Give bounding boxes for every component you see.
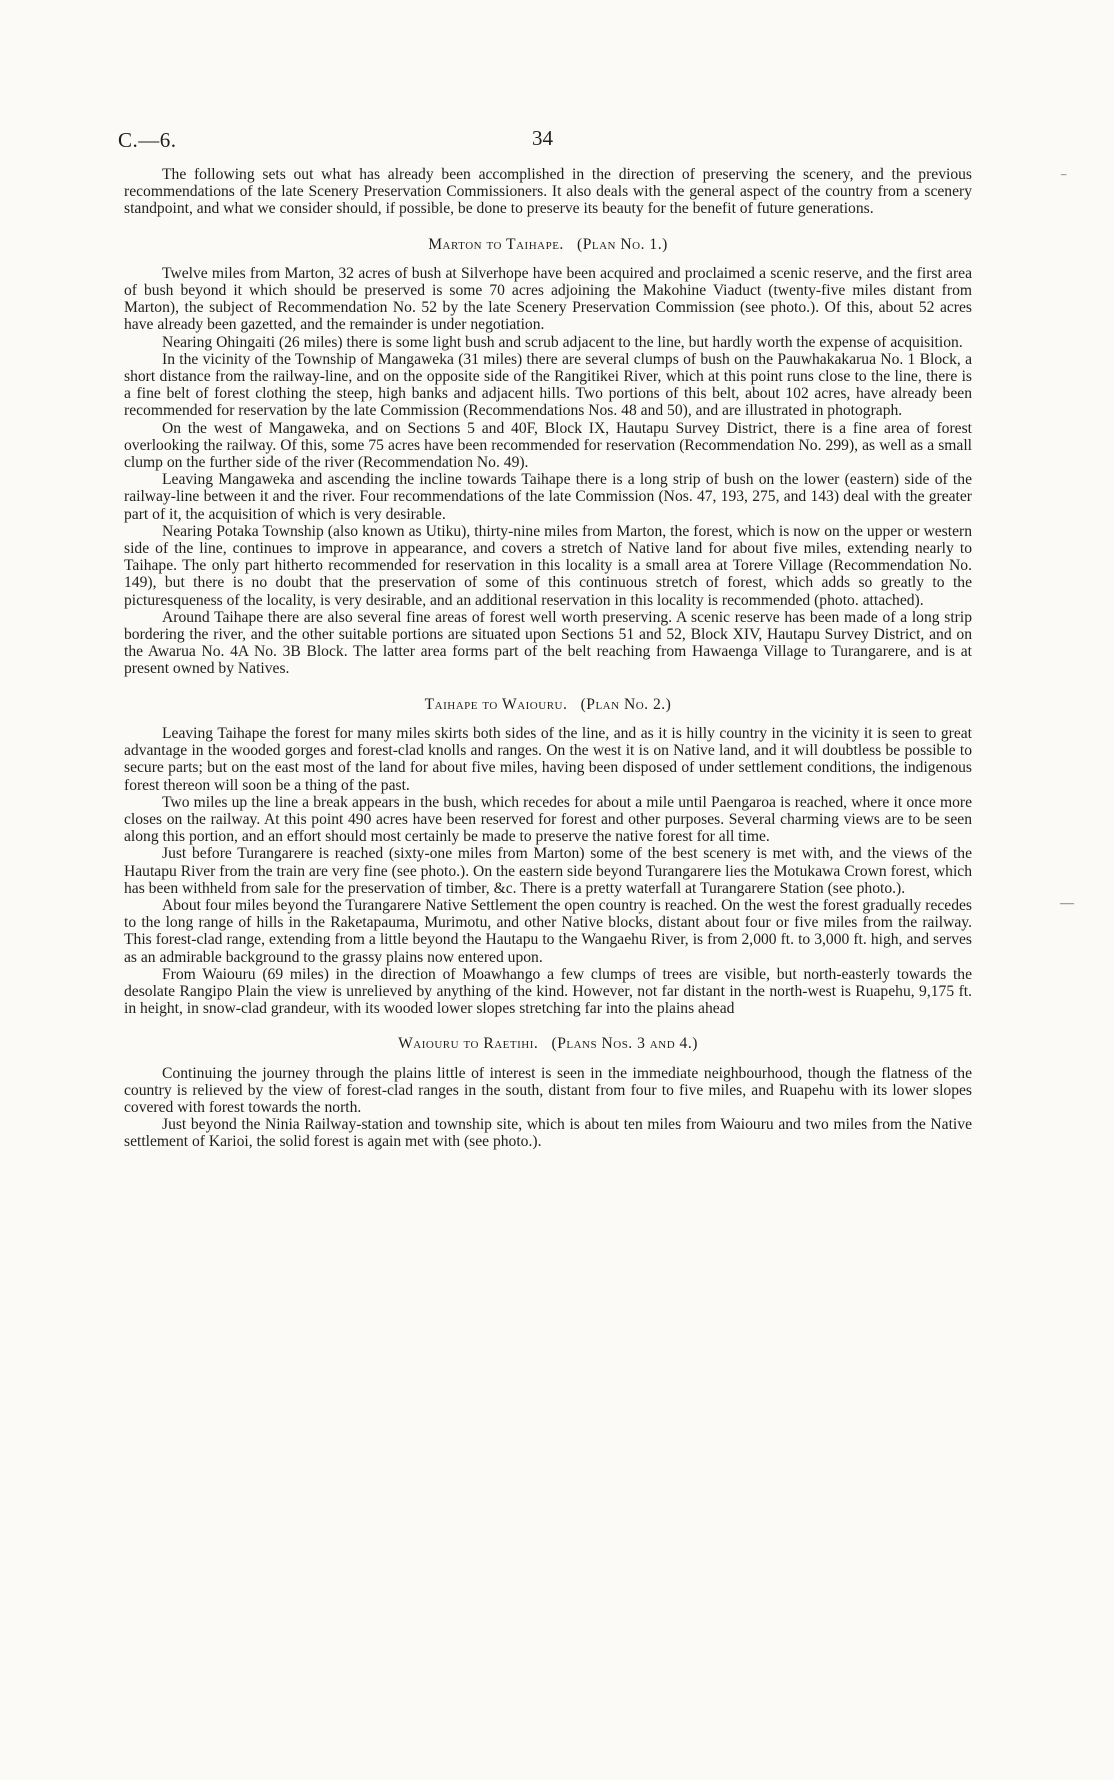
paragraph: Nearing Potaka Township (also known as Utiku), thirty-nine miles from Marton, the forest, which is now on the upper or western side of the line, continues to improve in appearance, and covers a stretch of Native land for about five miles, extending nearly to Taihape. The only part hitherto recommended for reservation in this locality is a small area at Torere Village (Recommendation No. 149), but there is no doubt that the preservation of some of this continuous stretch of forest, which adds so greatly to the picturesqueness of the locality, is very desirable, and an additional reservation in this locality is recommended (photo. attached). [124, 522, 972, 609]
paragraph: On the west of Mangaweka, and on Sections 5 and 40F, Block IX, Hautapu Survey District, there is a fine area of forest overlooking the railway. Of this, some 75 acres have been recommended for reservation (Recommendation No. 299), as well as a small clump on the further side of the river (Recommendation No. 49). [124, 419, 972, 472]
paragraph: From Waiouru (69 miles) in the direction of Moawhango a few clumps of trees are visible, but north-easterly towards the desolate Rangipo Plain the view is unrelieved by anything of the kind. However, not far distant in the north-west is Ruapehu, 9,175 ft. in height, in snow-clad grandeur, with its wooded lower slopes stretching far into the plains ahead [124, 965, 972, 1018]
margin-mark: ⁻ [1060, 171, 1068, 186]
section-plan: (Plan No. 1.) [577, 235, 668, 253]
section-route: Taihape to Waiouru. [424, 695, 568, 713]
section-plan: (Plan No. 2.) [580, 695, 672, 713]
paragraph: In the vicinity of the Township of Mangaweka (31 miles) there are several clumps of bush on the Pauwhakakarua No. 1 Block, a short distance from the railway-line, and on the opposite side of the Rangitikei River, which at this point runs close to the line, there is a fine belt of forest clothing the steep, high banks and adjacent hills. Two portions of this belt, about 102 acres, have already been recommended for reservation by the late Commission (Recommendations Nos. 48 and 50), and are illustrated in photograph. [124, 350, 972, 420]
document-body [124, 166, 972, 1151]
paragraph: Two miles up the line a break appears in the bush, which recedes for about a mile until Paengaroa is reached, where it once more closes on the railway. At this point 490 acres have been reserved for forest and other purposes. Several charming views are to be seen along this portion, and an effort should most certainly be made to preserve the native forest for all time. [124, 793, 972, 846]
paragraph: Just before Turangarere is reached (sixty-one miles from Marton) some of the best scenery is met with, and the views of the Hautapu River from the train are very fine (see photo.). On the eastern side beyond Turangarere lies the Motukawa Crown forest, which has been withheld from sale for the preservation of timber, &c. There is a pretty waterfall at Turangarere Station (see photo.). [124, 845, 972, 897]
paragraph: Around Taihape there are also several fine areas of forest well worth preserving. A scenic reserve has been made of a long strip bordering the river, and the other suitable portions are situated upon Sections 51 and 52, Block XIV, Hautapu Survey District, and on the Awarua No. 4A No. 3B Block. The latter area forms part of the belt reaching from Hawaenga Village to Turangarere, and is at present owned by Natives. [124, 608, 972, 678]
margin-mark: — [1060, 896, 1074, 911]
paragraph: Leaving Taihape the forest for many miles skirts both sides of the line, and as it is hilly country in the vicinity it is seen to great advantage in the wooded gorges and forest-clad knolls and ranges. On the west it is on Native land, and it will doubtless be possible to secure parts; but on the east most of the land for about five miles, having been disposed of under settlement conditions, the indigenous forest thereon will soon be a thing of the past. [124, 724, 972, 794]
section-plan: (Plans Nos. 3 and 4.) [551, 1035, 698, 1053]
paragraph: About four miles beyond the Turangarere Native Settlement the open country is reached. On the west the forest gradually recedes to the long range of hills in the Raketapauma, Murimotu, and other Native blocks, distant about four or five miles from the railway. This forest-clad range, extending from a little beyond the Hautapu to the Wangaehu River, is from 2,000 ft. to 3,000 ft. high, and serves as an admirable background to the grassy plains now entered upon. [124, 896, 972, 966]
paragraph: Just beyond the Ninia Railway-station and township site, which is about ten miles from Waiouru and two miles from the Native settlement of Karioi, the solid forest is again met with (see photo.). [124, 1116, 972, 1151]
paragraph: Nearing Ohingaiti (26 miles) there is some light bush and scrub adjacent to the line, but hardly worth the expense of acquisition. [162, 333, 963, 351]
paragraph: Continuing the journey through the plains little of interest is seen in the immediate neighbourhood, though the flatness of the country is relieved by the view of forest-clad ranges in the south, distant from four to five miles, and Ruapehu with its lower slopes covered with forest towards the north. [124, 1064, 972, 1116]
section-heading [124, 236, 972, 253]
section-route: Waiouru to Raetihi. [398, 1035, 539, 1053]
intro-paragraph: The following sets out what has already been accomplished in the direction of preserving the scenery, and the previous recommendations of the late Scenery Preservation Commissioners. It also deals with the general aspect of the country from a scenery standpoint, and what we consider should, if possible, be done to preserve its beauty for the benefit of future generations. [124, 166, 972, 218]
page-number: 34 [532, 126, 553, 150]
paragraph: Leaving Mangaweka and ascending the incline towards Taihape there is a long strip of bush on the lower (eastern) side of the railway-line between it and the river. Four recommendations of the late Commission (Nos. 47, 193, 275, and 143) deal with the greater part of it, the acquisition of which is very desirable. [124, 471, 972, 523]
section-route: Marton to Taihape. [428, 235, 564, 253]
section-heading [124, 1035, 972, 1052]
document-reference: C.—6. [118, 128, 177, 152]
paragraph: Twelve miles from Marton, 32 acres of bush at Silverhope have been acquired and proclaimed a scenic reserve, and the first area of bush beyond it which should be preserved is some 70 acres adjoining the Makohine Viaduct (twenty-five miles distant from Marton), the subject of Recommendation No. 52 by the late Scenery Preservation Commission (see photo.). Of this, about 52 acres have already been gazetted, and the remainder is under negotiation. [124, 264, 972, 334]
section-heading [124, 696, 972, 713]
